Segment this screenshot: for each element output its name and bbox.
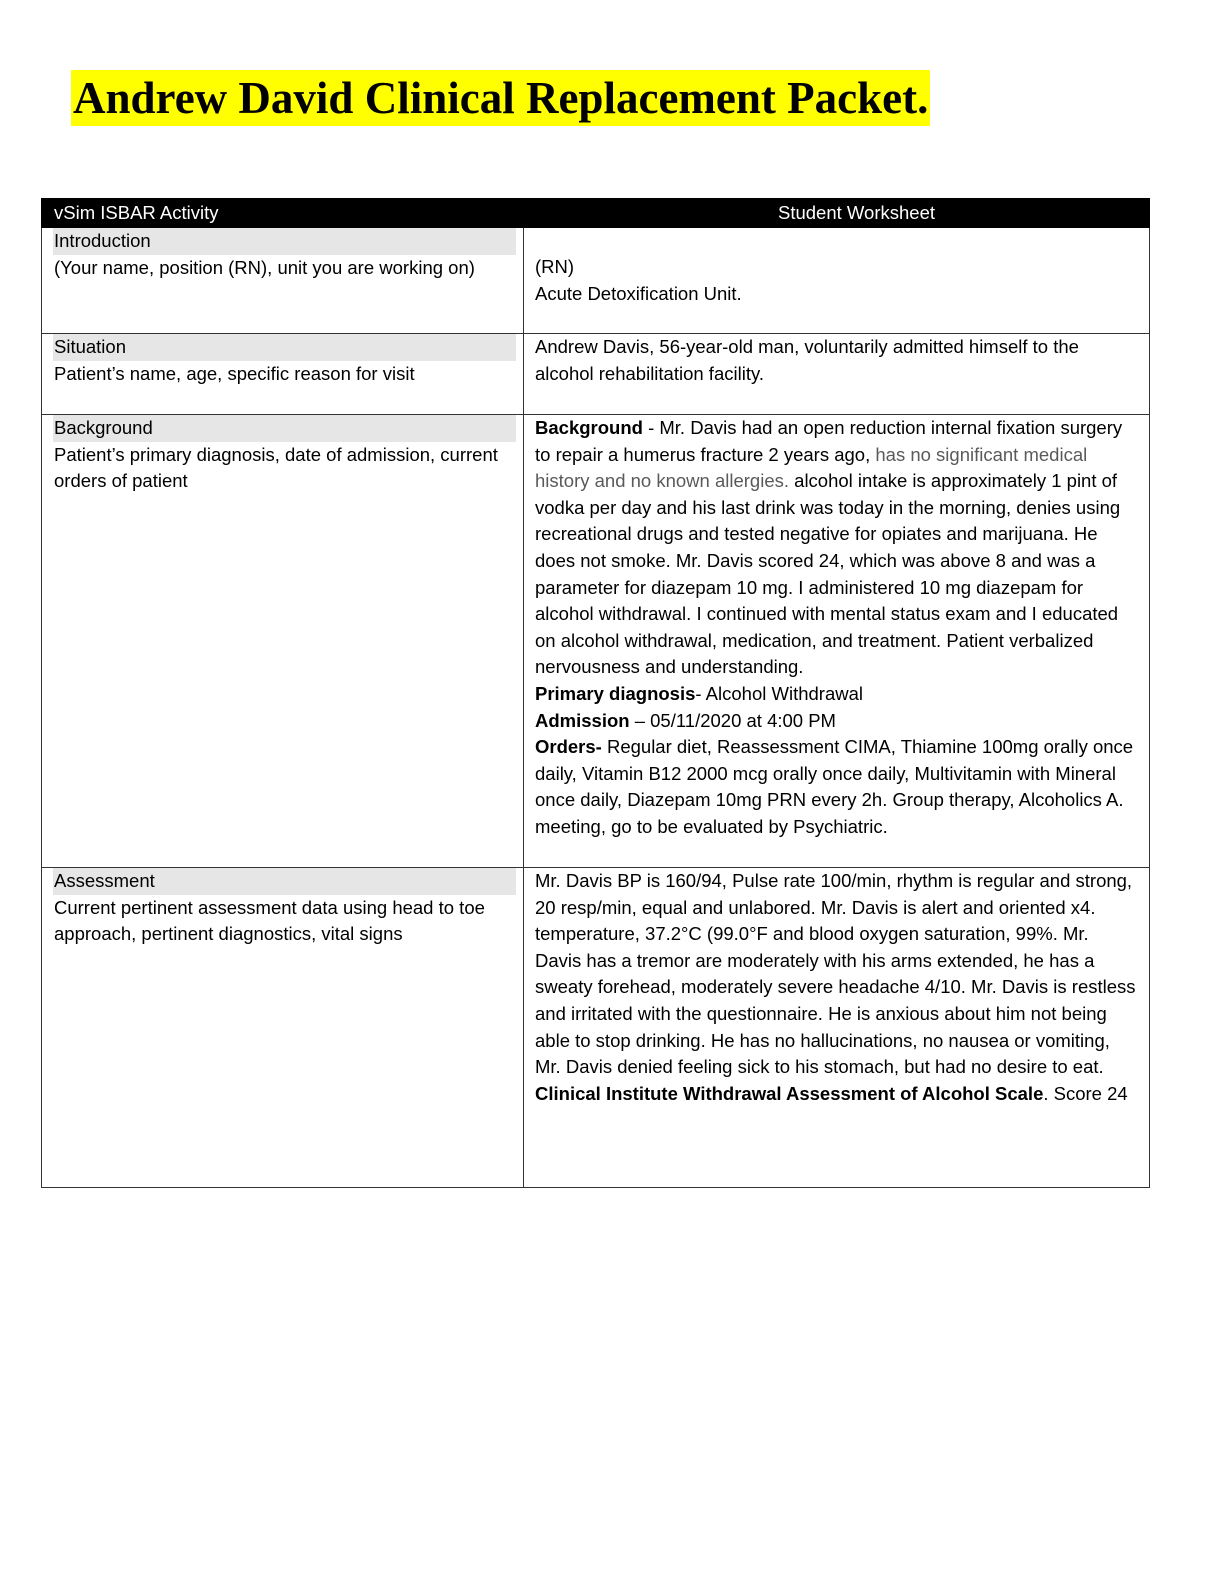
orders-line xyxy=(535,734,1139,840)
row-background xyxy=(42,415,1150,868)
situation-prompt-cell xyxy=(42,334,524,415)
introduction-answer-cell xyxy=(524,228,1150,334)
introduction-prompt-cell xyxy=(42,228,524,334)
background-heading: Background xyxy=(535,417,643,438)
orders-heading: Orders- xyxy=(535,736,602,758)
situation-answer: Andrew Davis, 56-year-old man, voluntarily admitted himself to the alcohol rehabilitation facility. xyxy=(535,336,1079,384)
assessment-prompt-cell xyxy=(42,868,524,1188)
row-introduction xyxy=(42,228,1150,334)
row-situation xyxy=(42,334,1150,415)
introduction-answer-unit: Acute Detoxification Unit. xyxy=(535,282,742,304)
primary-diagnosis-heading: Primary diagnosis xyxy=(535,682,696,704)
background-narrative xyxy=(535,415,1139,681)
assessment-label: Assessment xyxy=(53,868,516,895)
page-title: Andrew David Clinical Replacement Packet. xyxy=(71,70,930,126)
background-text-surgery: - Mr. Davis had an open reduction internal fixation surgery to repair a humerus fracture 2 years ago, xyxy=(535,417,1123,465)
header-worksheet: Student Worksheet xyxy=(524,199,1150,228)
introduction-description: (Your name, position (RN), unit you are working on) xyxy=(54,256,475,278)
assessment-answer-cell xyxy=(524,868,1150,1188)
admission-text: – 05/11/2020 at 4:00 PM xyxy=(629,709,836,731)
orders-text: Regular diet, Reassessment CIMA, Thiamine 100mg orally once daily, Vitamin B12 2000 mcg orally once daily, Multivitamin with Mineral once daily, Diazepam 10mg PRN every 2h. Group therapy, Alcoholics A. meeting, go to be evaluated by Psychiatric. xyxy=(535,736,1134,837)
isbar-table xyxy=(41,198,1150,1188)
primary-diagnosis-line xyxy=(535,681,1139,708)
ciwa-score: . Score 24 xyxy=(1043,1082,1128,1104)
assessment-answer: Mr. Davis BP is 160/94, Pulse rate 100/min, rhythm is regular and strong, 20 resp/min, equal and unlabored. Mr. Davis is alert and oriented x4. temperature, 37.2°C (99.0°F and blood oxygen saturation, 99%. Mr. Davis has a tremor are moderately with his arms extended, he has a sweaty forehead, moderately severe headache 4/10. Mr. Davis is restless and irritated with the questionnaire. He is anxious about him not being able to stop drinking. He has no hallucinations, no nausea or vomiting, Mr. Davis denied feeling sick to his stomach, but had no desire to eat. xyxy=(535,870,1136,1078)
situation-description: Patient’s name, age, specific reason for visit xyxy=(54,362,415,384)
situation-answer-cell xyxy=(524,334,1150,415)
admission-heading: Admission xyxy=(535,709,630,731)
background-answer-cell xyxy=(524,415,1150,868)
situation-label: Situation xyxy=(53,334,516,361)
background-text-alcohol: alcohol intake is approximately 1 pint of vodka per day and his last drink was today in the morning, denies using recreational drugs and tested negative for opiates and marijuana. He does not smoke. Mr. Davis scored 24, which was above 8 and was a parameter for diazepam 10 mg. I administered 10 mg diazepam for alcohol withdrawal. I continued with mental status exam and I educated on alcohol withdrawal, medication, and treatment. Patient verbalized nervousness and understanding. xyxy=(535,470,1121,678)
background-prompt-cell xyxy=(42,415,524,868)
row-assessment xyxy=(42,868,1150,1188)
assessment-description: Current pertinent assessment data using head to toe approach, pertinent diagnostics, vital signs xyxy=(54,896,485,945)
introduction-answer-position: (RN) xyxy=(535,256,575,277)
header-activity: vSim ISBAR Activity xyxy=(42,199,524,228)
background-description: Patient’s primary diagnosis, date of admission, current orders of patient xyxy=(54,443,498,492)
ciwa-heading: Clinical Institute Withdrawal Assessment of Alcohol Scale xyxy=(535,1082,1044,1104)
introduction-label: Introduction xyxy=(53,228,516,255)
background-label: Background xyxy=(53,415,516,442)
table-header-row xyxy=(42,199,1150,228)
background-text-history: has no significant medical history and no known allergies. xyxy=(535,443,1088,492)
admission-line xyxy=(535,708,1139,735)
ciwa-line xyxy=(535,1081,1139,1108)
primary-diagnosis-text: - Alcohol Withdrawal xyxy=(695,682,863,704)
